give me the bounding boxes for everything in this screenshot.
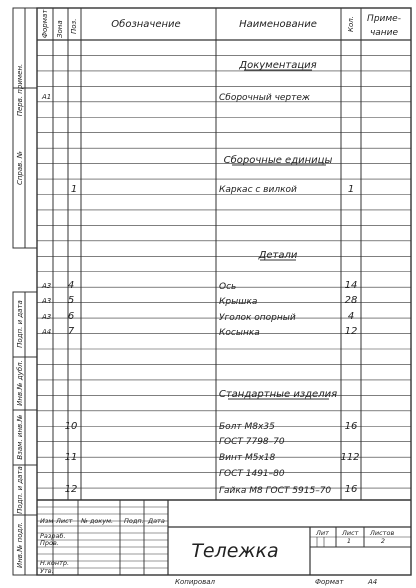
row-name: ГОСТ 7798–70	[219, 437, 285, 447]
row-name: Крышка	[219, 297, 258, 307]
tb-checked: Пров.	[40, 539, 59, 547]
side-label-orig-inv: Инв.№ подл.	[16, 521, 24, 569]
header-zone: Зона	[56, 20, 64, 38]
tb-col-sign: Подп.	[124, 517, 144, 525]
table-row	[219, 469, 285, 479]
tb-col-doc: № докум.	[81, 517, 114, 525]
row-format: А3	[42, 282, 52, 290]
footer-copied: Копировал	[175, 578, 215, 586]
tb-sheet-value: 1	[346, 537, 352, 545]
header-designation: Обозначение	[111, 19, 181, 30]
row-qty: 16	[344, 484, 358, 495]
row-qty: 14	[344, 280, 358, 291]
tb-sheets: Листов	[370, 529, 395, 537]
row-name: Винт М5х18	[219, 453, 276, 463]
side-margin-labels	[16, 64, 24, 568]
table-row	[219, 437, 285, 447]
header-note-line2: чание	[369, 28, 399, 38]
table-row	[65, 452, 360, 463]
header-note-line1: Приме-	[367, 14, 401, 24]
side-label-dup-inv: Инв.№ дубл.	[16, 360, 24, 406]
header-qty: Кол.	[347, 16, 355, 32]
tb-sheet: Лист	[342, 529, 359, 537]
section-assembly-units: Сборочные единицы	[223, 155, 333, 166]
tb-sheets-value: 2	[380, 537, 386, 545]
row-name: Косынка	[219, 328, 260, 338]
row-pos: 7	[67, 326, 75, 337]
row-format: А4	[42, 328, 52, 336]
side-label-sign-date-2: Подп. и дата	[16, 466, 24, 514]
row-pos: 4	[67, 280, 75, 291]
row-pos: 11	[64, 452, 78, 463]
row-pos: 10	[64, 421, 78, 432]
row-name: Каркас с вилкой	[219, 185, 297, 195]
sheet-footer	[175, 578, 377, 586]
tb-approved: Утв.	[40, 567, 54, 575]
row-name: Сборочный чертеж	[219, 93, 311, 103]
row-name: Уголок опорный	[219, 313, 296, 323]
row-qty: 112	[340, 452, 360, 463]
table-row	[65, 484, 358, 496]
header-pos: Поз.	[70, 18, 78, 34]
row-qty: 16	[344, 421, 358, 432]
row-pos: 12	[64, 484, 78, 495]
row-format: А3	[42, 297, 52, 305]
document-title: Тележка	[191, 540, 279, 562]
table-header	[41, 9, 401, 38]
row-qty: 12	[344, 326, 358, 337]
footer-format-value: А4	[368, 578, 378, 586]
side-label-first-use: Перв. примен.	[16, 63, 24, 117]
tb-norm-control: Н.контр.	[40, 559, 70, 567]
header-name: Наименование	[239, 19, 317, 30]
row-qty: 28	[344, 295, 358, 306]
side-label-sign-date-1: Подп. и дата	[16, 300, 24, 348]
row-format: А3	[42, 313, 52, 321]
table-row	[41, 295, 357, 307]
section-details: Детали	[258, 250, 298, 261]
row-pos: 6	[67, 311, 75, 322]
table-row	[71, 184, 354, 195]
row-format: А1	[42, 93, 52, 101]
section-standard-items: Стандартные изделия	[218, 389, 338, 400]
tb-col-date: Дата	[148, 517, 165, 525]
side-label-reference: Справ. №	[16, 150, 24, 186]
table-row	[41, 326, 357, 338]
table-row	[41, 280, 357, 292]
row-pos: 5	[67, 295, 75, 306]
header-format: Формат	[41, 9, 49, 38]
row-name: Ось	[219, 282, 237, 292]
section-documentation: Документация	[239, 60, 317, 71]
table-rows	[41, 93, 360, 496]
tb-lit: Лит	[316, 529, 329, 537]
row-pos: 1	[70, 184, 78, 195]
row-name: Гайка М8 ГОСТ 5915–70	[219, 486, 332, 496]
side-label-replace-inv: Взам. инв.№	[16, 414, 24, 460]
row-name: Болт М8х35	[219, 422, 275, 432]
table-row	[41, 311, 354, 323]
footer-format-label: Формат	[315, 578, 344, 586]
tb-col-list: Лист	[56, 517, 73, 525]
tb-developed: Разраб.	[40, 532, 66, 540]
row-qty: 4	[347, 311, 355, 322]
tb-col-izm: Изм	[40, 517, 54, 525]
row-name: ГОСТ 1491–80	[219, 469, 285, 479]
row-qty: 1	[347, 184, 355, 195]
